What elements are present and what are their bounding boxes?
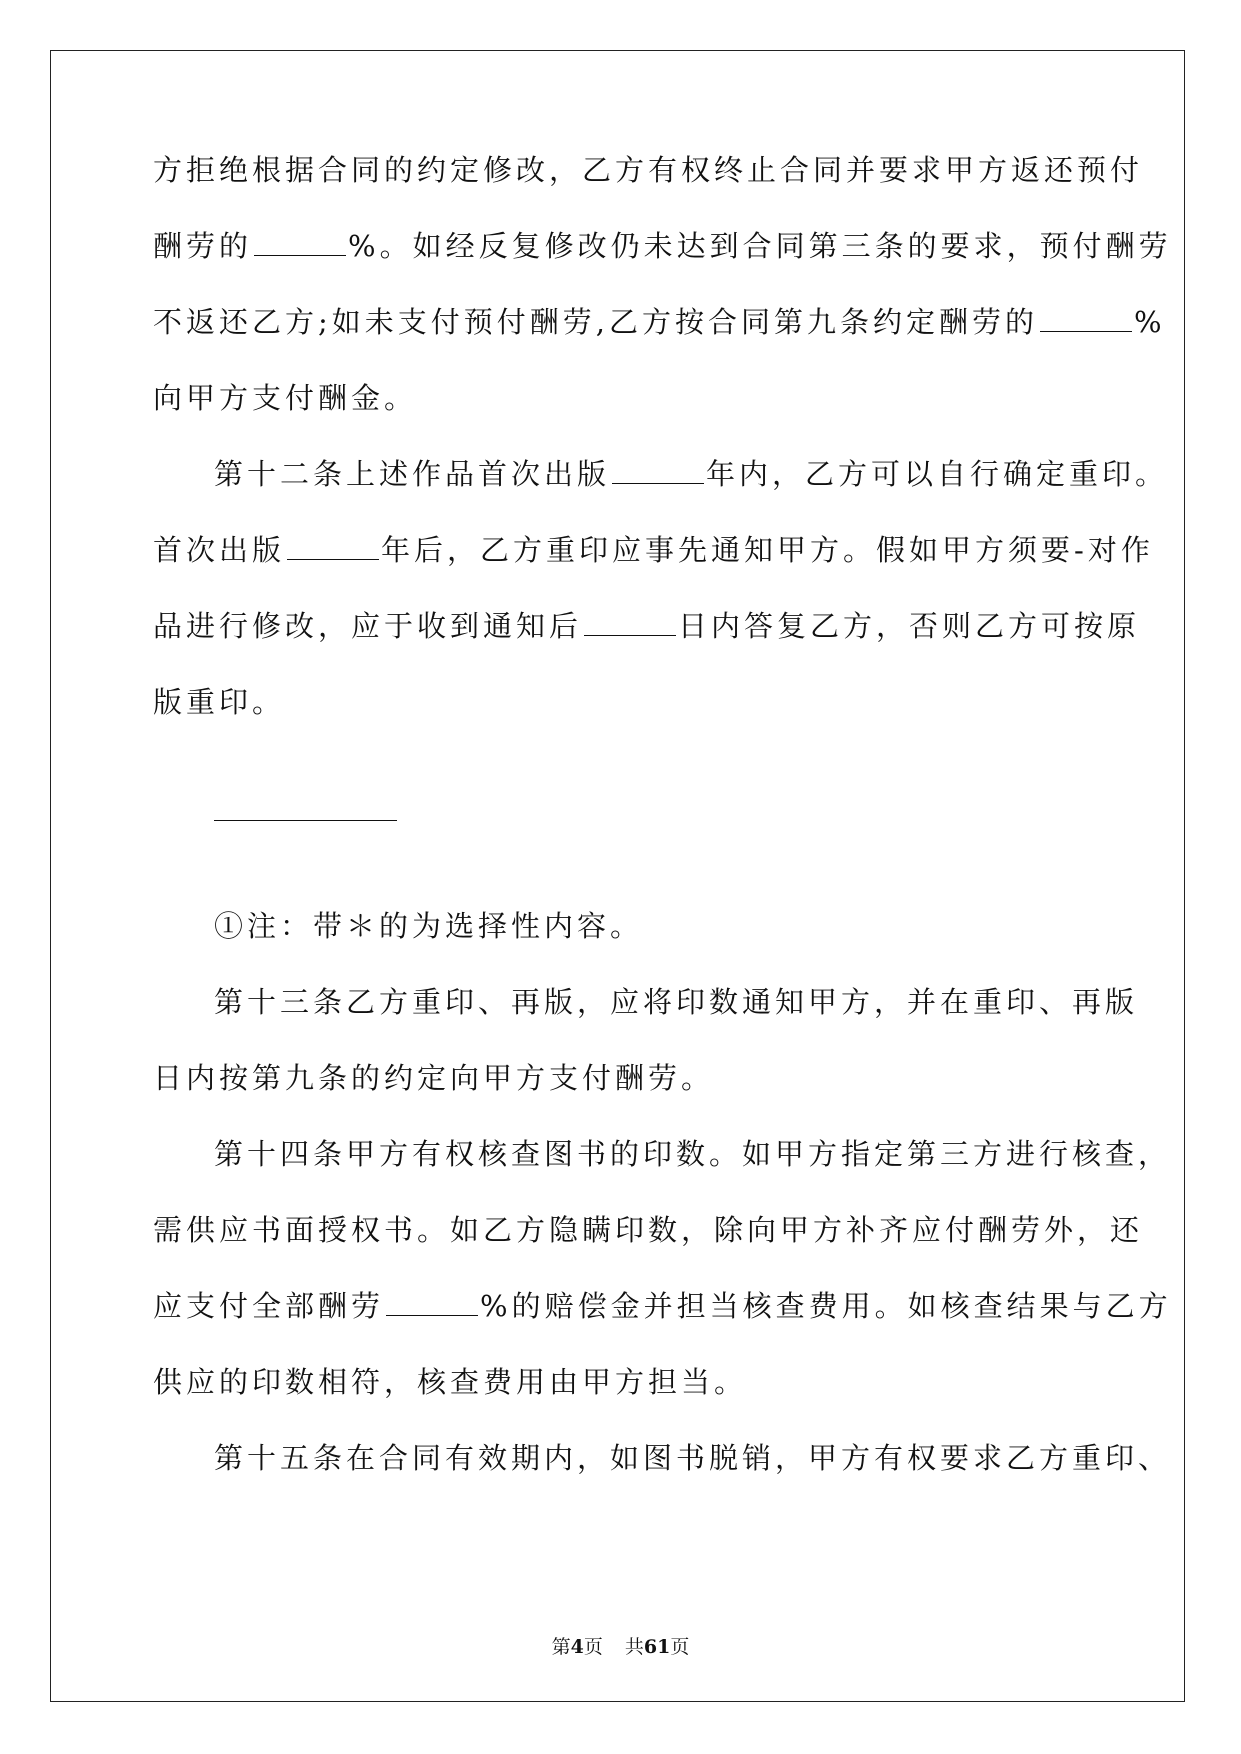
- text-line: [153, 1058, 714, 1098]
- text-line: [153, 302, 1166, 342]
- fill-in-blank: [287, 535, 379, 560]
- footer-total-suffix: 页: [670, 1636, 690, 1658]
- text-line: [153, 530, 1154, 570]
- text-line: [153, 682, 285, 722]
- fill-in-blank: [386, 1291, 478, 1316]
- text-segment: 首次出版: [153, 533, 286, 567]
- text-line: [214, 1134, 1171, 1174]
- text-segment: 方拒绝根据合同的约定修改，乙方有权终止合同并要求甲方返还预付: [153, 153, 1144, 187]
- fill-in-blank: [612, 459, 704, 484]
- text-segment: 年内，乙方可以自行确定重印。: [706, 457, 1169, 491]
- text-line: [214, 1438, 1171, 1478]
- text-segment: 日内答复乙方，否则乙方可按原: [678, 609, 1141, 643]
- text-line: [153, 1362, 747, 1402]
- text-segment: %的赔偿金并担当核查费用。如核查结果与乙方: [480, 1289, 1172, 1323]
- text-line: [153, 226, 1172, 266]
- text-segment: 向甲方支付酬金。: [153, 381, 418, 415]
- footer-total-prefix: 共: [624, 1636, 644, 1658]
- fill-in-blank: [584, 611, 676, 636]
- footnote-separator: [214, 820, 397, 821]
- total-pages-number: 61: [643, 1636, 671, 1658]
- text-line: [214, 982, 1138, 1022]
- text-segment: 品进行修改，应于收到通知后: [153, 609, 583, 643]
- text-line: [214, 454, 1168, 494]
- footnote-text: ①注：带＊的为选择性内容。: [214, 909, 644, 943]
- text-segment: 不返还乙方;如未支付预付酬劳,乙方按合同第九条约定酬劳的: [153, 305, 1038, 339]
- text-segment: 第十五条在合同有效期内，如图书脱销，甲方有权要求乙方重印、: [214, 1441, 1172, 1475]
- text-line: [153, 606, 1140, 646]
- text-segment: 第十四条甲方有权核查图书的印数。如甲方指定第三方进行核查，: [214, 1137, 1172, 1171]
- footnote-line: [214, 906, 643, 946]
- footer-prefix: 第: [551, 1636, 571, 1658]
- text-segment: %。如经反复修改仍未达到合同第三条的要求，预付酬劳: [348, 229, 1172, 263]
- text-segment: 供应的印数相符，核查费用由甲方担当。: [153, 1365, 748, 1399]
- text-line: [153, 150, 1143, 190]
- text-segment: 第十二条上述作品首次出版: [214, 457, 611, 491]
- text-segment: 酬劳的: [153, 229, 253, 263]
- current-page-number: 4: [570, 1636, 584, 1658]
- text-segment: 应支付全部酬劳: [153, 1289, 385, 1323]
- text-line: [153, 1210, 1143, 1250]
- text-segment: 第十三条乙方重印、再版，应将印数通知甲方，并在重印、再版: [214, 985, 1139, 1019]
- fill-in-blank: [1040, 307, 1132, 332]
- text-segment: %: [1134, 305, 1166, 339]
- text-segment: 年后，乙方重印应事先通知甲方。假如甲方须要-对作: [381, 533, 1154, 567]
- text-line: [153, 378, 417, 418]
- page-footer: [0, 1632, 1241, 1659]
- text-segment: 版重印。: [153, 685, 286, 719]
- fill-in-blank: [254, 231, 346, 256]
- footer-page-suffix: 页: [583, 1636, 603, 1658]
- text-segment: 需供应书面授权书。如乙方隐瞒印数，除向甲方补齐应付酬劳外，还: [153, 1213, 1144, 1247]
- text-line: [153, 1286, 1172, 1326]
- text-segment: 日内按第九条的约定向甲方支付酬劳。: [153, 1061, 715, 1095]
